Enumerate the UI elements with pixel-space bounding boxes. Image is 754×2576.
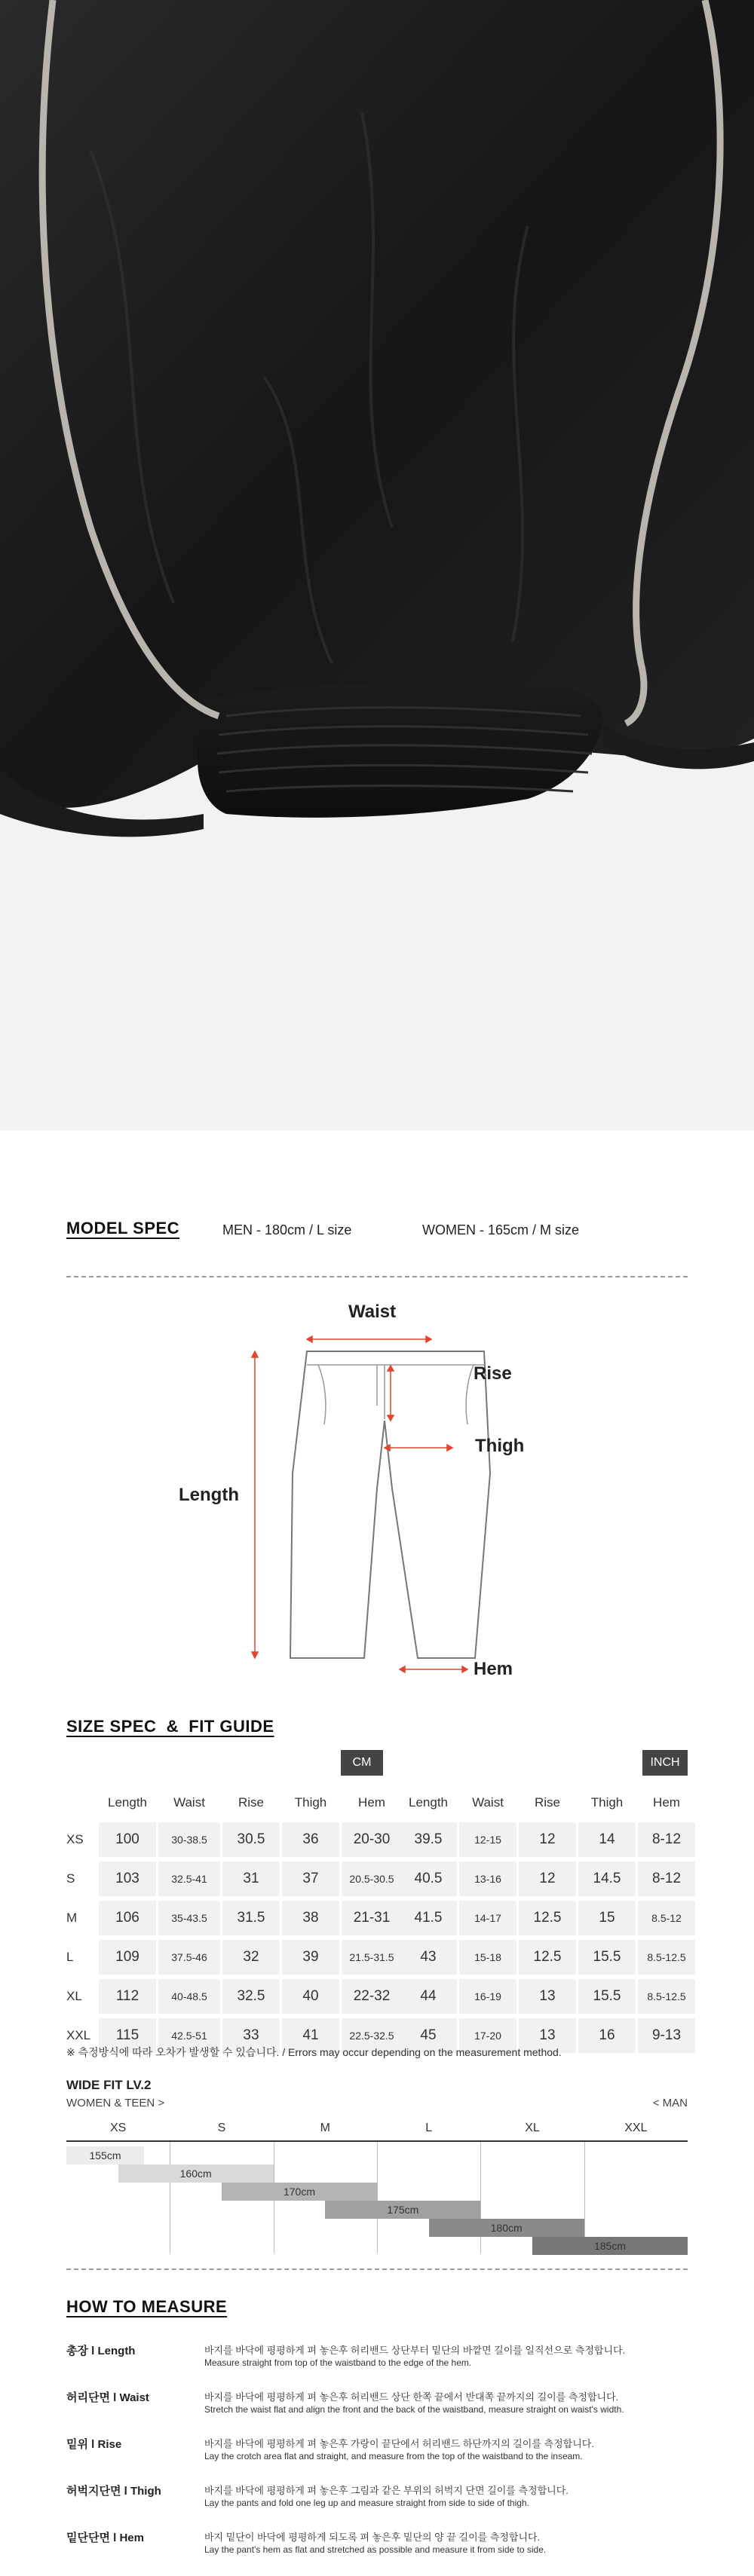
cm-cell-hem: 22.5-32.5: [342, 2018, 402, 2053]
table-header-rise: Rise: [238, 1795, 264, 1810]
inch-cell-hem: 8-12: [638, 1862, 695, 1896]
cm-cell-waist: 42.5-51: [158, 2018, 220, 2053]
measure-item: [66, 2483, 692, 2520]
model-spec-men: MEN - 180cm / L size: [222, 1222, 352, 1238]
diagram-label-thigh: Thigh: [475, 1436, 525, 1456]
cm-cell-thigh: 36: [282, 1822, 339, 1857]
model-spec-women: WOMEN - 165cm / M size: [422, 1222, 580, 1238]
inch-cell-waist: 15-18: [459, 1940, 516, 1975]
measurement-error-note: ※ 측정방식에 따라 오차가 발생할 수 있습니다. / Errors may occur depending on the measurement method.: [66, 2046, 562, 2058]
section-divider: [66, 1276, 688, 1277]
table-header-thigh: Thigh: [590, 1795, 624, 1810]
cm-cell-length: 100: [99, 1822, 156, 1857]
table-header-row: [66, 1788, 402, 1818]
cm-cell-length: 112: [99, 1979, 156, 2014]
fit-guide-chart: [66, 2118, 688, 2253]
measure-label: 밑위 l Rise: [66, 2438, 122, 2451]
inch-cell-length: 43: [400, 1940, 457, 1975]
diagram-label-length: Length: [179, 1485, 239, 1505]
cm-cell-rise: 32: [222, 1940, 280, 1975]
inch-cell-thigh: 16: [578, 2018, 636, 2053]
cm-cell-hem: 22-32: [342, 1979, 402, 2014]
inch-cell-length: 44: [400, 1979, 457, 2014]
fit-column-divider: [377, 2140, 378, 2253]
model-spec-title: MODEL SPEC: [66, 1219, 180, 1238]
size-label: L: [66, 1950, 74, 1964]
diagram-label-hem: Hem: [474, 1659, 513, 1679]
measure-desc-ko: 바지를 바닥에 평평하게 펴 놓은후 가랑이 끝단에서 허리밴드 하단까지의 길이를 측정합니다.: [204, 2438, 594, 2449]
inch-cell-waist: 16-19: [459, 1979, 516, 2014]
measure-desc-en: Measure straight from top of the waistband to the edge of the hem.: [204, 2357, 472, 2368]
table-header-rise: Rise: [534, 1795, 560, 1810]
fit-height-bar: 155cm: [66, 2146, 144, 2165]
cm-unit-badge: CM: [341, 1750, 383, 1776]
cm-cell-hem: 20-30: [342, 1822, 402, 1857]
how-to-measure-title: HOW TO MEASURE: [66, 2297, 228, 2316]
inch-cell-length: 45: [400, 2018, 457, 2053]
measure-desc-ko: 바지 밑단이 바닥에 평평하게 되도록 펴 놓은후 밑단의 양 끝 길이를 측정합니다.: [204, 2532, 541, 2543]
inch-cell-thigh: 14: [578, 1822, 636, 1857]
table-header-hem: Hem: [653, 1795, 680, 1810]
table-row: [66, 1940, 402, 1975]
diagram-label-waist: Waist: [348, 1302, 397, 1322]
measure-label: 밑단단면 l Hem: [66, 2532, 144, 2544]
measure-desc-en: Stretch the waist flat and align the front and the back of the waistband, measure straight on waist's width.: [204, 2404, 624, 2415]
inch-unit-badge: INCH: [642, 1750, 688, 1776]
inch-cell-thigh: 15: [578, 1901, 636, 1935]
inch-cell-rise: 13: [519, 2018, 576, 2053]
cm-cell-length: 109: [99, 1940, 156, 1975]
table-row: [400, 1940, 695, 1975]
cm-cell-waist: 40-48.5: [158, 1979, 220, 2014]
section-divider: [66, 2269, 688, 2270]
inch-cell-thigh: 15.5: [578, 1979, 636, 2014]
fit-guide-man-label: < MAN: [652, 2097, 688, 2109]
fit-guide-title: WIDE FIT LV.2: [66, 2078, 152, 2092]
inch-cell-thigh: 15.5: [578, 1940, 636, 1975]
cm-cell-length: 106: [99, 1901, 156, 1935]
cm-cell-thigh: 37: [282, 1862, 339, 1896]
fit-size-header: XXL: [624, 2122, 648, 2134]
inch-cell-length: 40.5: [400, 1862, 457, 1896]
inch-cell-hem: 8.5-12.5: [638, 1979, 695, 2014]
size-label: M: [66, 1911, 78, 1925]
diagram-label-rise: Rise: [474, 1363, 512, 1384]
cm-cell-waist: 32.5-41: [158, 1862, 220, 1896]
measure-desc-ko: 바지를 바닥에 평평하게 펴 놓은후 허리밴드 상단부터 밑단의 바깥면 길이를 일직선으로 측정합니다.: [204, 2345, 626, 2356]
cm-cell-waist: 30-38.5: [158, 1822, 220, 1857]
pants-hem-image: [0, 0, 754, 1130]
cm-cell-waist: 37.5-46: [158, 1940, 220, 1975]
table-header-hem: Hem: [358, 1795, 385, 1810]
fit-height-bar: 180cm: [429, 2219, 584, 2237]
cm-cell-rise: 31.5: [222, 1901, 280, 1935]
fit-guide-women-label: WOMEN & TEEN >: [66, 2097, 165, 2109]
size-label: XS: [66, 1832, 84, 1846]
cm-cell-rise: 32.5: [222, 1979, 280, 2014]
cm-cell-hem: 21-31: [342, 1901, 402, 1935]
cm-cell-rise: 31: [222, 1862, 280, 1896]
measure-desc-ko: 바지를 바닥에 평평하게 펴 놓은후 허리밴드 상단 한쪽 끝에서 반대쪽 끝까지의 길이를 측정합니다.: [204, 2391, 619, 2403]
measure-desc-en: Lay the pants and fold one leg up and measure straight from side to side of thigh.: [204, 2498, 529, 2508]
cm-cell-thigh: 39: [282, 1940, 339, 1975]
measure-label: 허벅지단면 l Thigh: [66, 2485, 161, 2498]
product-photo: [0, 0, 754, 1130]
table-row: [400, 1979, 695, 2014]
measure-desc-en: Lay the pant's hem as flat and stretched as possible and measure it from side to side.: [204, 2544, 547, 2555]
inch-cell-hem: 8-12: [638, 1822, 695, 1857]
fit-size-header: L: [425, 2122, 433, 2134]
cm-cell-length: 103: [99, 1862, 156, 1896]
measurement-diagram: [151, 1293, 603, 1684]
cm-cell-thigh: 38: [282, 1901, 339, 1935]
cm-cell-hem: 20.5-30.5: [342, 1862, 402, 1896]
fit-header-rule: [66, 2140, 688, 2142]
table-header-length: Length: [108, 1795, 147, 1810]
table-header-size: [66, 1788, 97, 1818]
measure-label: 허리단면 l Waist: [66, 2391, 149, 2404]
cm-cell-rise: 33: [222, 2018, 280, 2053]
inch-cell-thigh: 14.5: [578, 1862, 636, 1896]
table-header-thigh: Thigh: [294, 1795, 327, 1810]
fit-height-bar: 175cm: [325, 2201, 480, 2219]
fit-size-header: S: [217, 2122, 226, 2134]
fit-height-bar: 160cm: [118, 2165, 274, 2183]
inch-cell-waist: 12-15: [459, 1822, 516, 1857]
size-table-cm: [64, 1783, 404, 2057]
inch-cell-rise: 13: [519, 1979, 576, 2014]
measure-desc-en: Lay the crotch area flat and straight, and measure from the top of the waistband to the inseam.: [204, 2451, 583, 2461]
inch-cell-rise: 12.5: [519, 1901, 576, 1935]
inch-cell-length: 39.5: [400, 1822, 457, 1857]
table-row: [66, 1979, 402, 2014]
measure-item: [66, 2389, 692, 2427]
size-label: XL: [66, 1989, 82, 2003]
fit-size-header: XS: [109, 2122, 127, 2134]
inch-cell-waist: 17-20: [459, 2018, 516, 2053]
cm-cell-rise: 30.5: [222, 1822, 280, 1857]
inch-cell-waist: 13-16: [459, 1862, 516, 1896]
fit-size-header: M: [320, 2122, 330, 2134]
inch-cell-hem: 9-13: [638, 2018, 695, 2053]
table-header-row: [400, 1788, 695, 1818]
measure-item: [66, 2436, 692, 2474]
cm-cell-waist: 35-43.5: [158, 1901, 220, 1935]
inch-cell-rise: 12: [519, 1862, 576, 1896]
measure-label: 총장 l Length: [66, 2345, 136, 2357]
inch-cell-rise: 12.5: [519, 1940, 576, 1975]
size-table-inch: [397, 1783, 697, 2057]
inch-cell-waist: 14-17: [459, 1901, 516, 1935]
table-row: [400, 1901, 695, 1935]
cm-cell-thigh: 40: [282, 1979, 339, 2014]
measure-item: [66, 2342, 692, 2380]
table-row: [66, 1862, 402, 1896]
fit-size-header: XL: [525, 2122, 540, 2134]
cm-cell-hem: 21.5-31.5: [342, 1940, 402, 1975]
inch-cell-hem: 8.5-12.5: [638, 1940, 695, 1975]
table-header-waist: Waist: [173, 1795, 205, 1810]
table-header-length: Length: [409, 1795, 448, 1810]
fit-height-bar: 170cm: [222, 2183, 377, 2201]
size-label: S: [66, 1871, 75, 1886]
cm-cell-thigh: 41: [282, 2018, 339, 2053]
inch-cell-rise: 12: [519, 1822, 576, 1857]
cm-cell-length: 115: [99, 2018, 156, 2053]
inch-cell-hem: 8.5-12: [638, 1901, 695, 1935]
inch-cell-length: 41.5: [400, 1901, 457, 1935]
measure-desc-ko: 바지를 바닥에 평평하게 펴 놓은후 그림과 같은 부위의 허벅지 단면 길이를 측정합니다.: [204, 2485, 569, 2496]
table-row: [400, 1822, 695, 1857]
size-label: XXL: [66, 2028, 91, 2042]
table-header-waist: Waist: [472, 1795, 504, 1810]
table-row: [66, 1822, 402, 1857]
table-row: [400, 1862, 695, 1896]
table-row: [66, 1901, 402, 1935]
measure-item: [66, 2529, 692, 2567]
size-spec-title: SIZE SPEC & FIT GUIDE: [66, 1717, 274, 1736]
fit-height-bar: 185cm: [532, 2237, 688, 2255]
